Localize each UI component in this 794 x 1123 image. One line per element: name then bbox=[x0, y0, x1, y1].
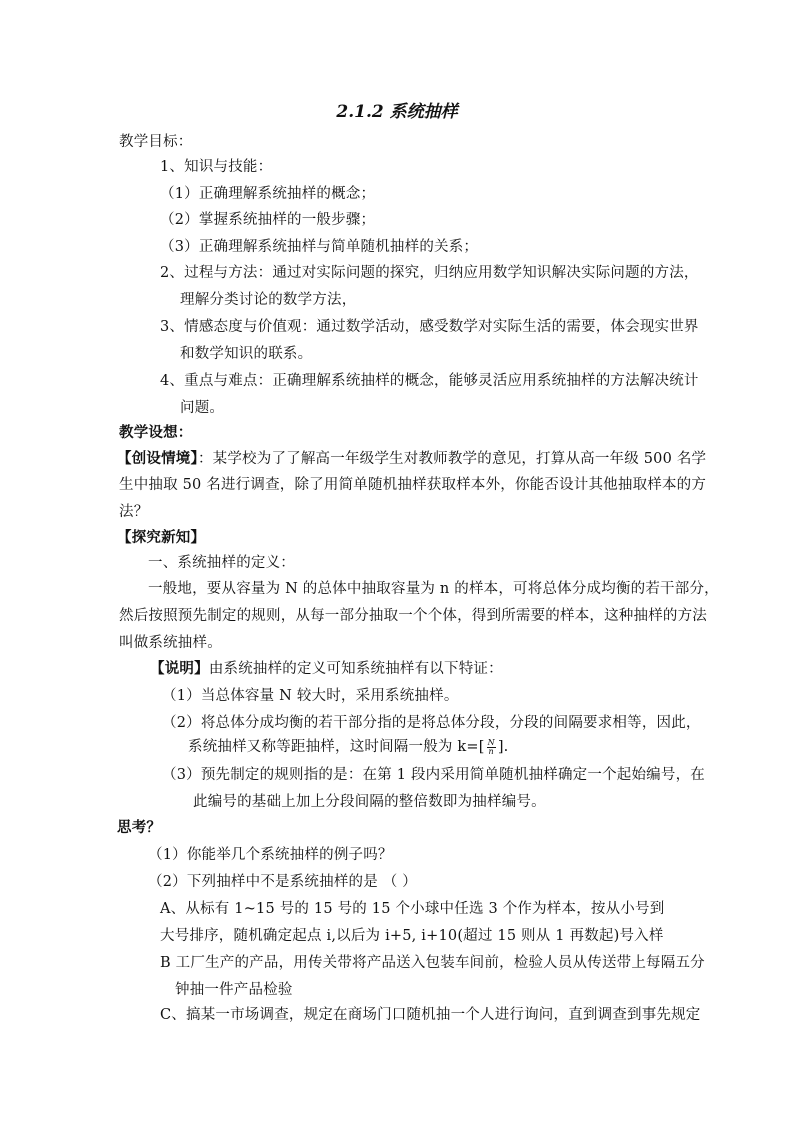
definition-line1: 一般地，要从容量为 N 的总体中抽取容量为 n 的样本，可将总体分成均衡的若干部分， bbox=[148, 581, 719, 597]
definition-line3: 叫做系统抽样。 bbox=[119, 635, 222, 651]
objective-2-line2: 理解分类讨论的数学方法， bbox=[180, 292, 357, 308]
objective-3-line1: 3、情感态度与价值观：通过数学活动，感受数学对实际生活的需要，体会现实世界 bbox=[160, 319, 699, 335]
objective-1c: （3）正确理解系统抽样与简单随机抽样的关系； bbox=[160, 239, 479, 255]
fraction-denominator: n bbox=[488, 746, 494, 756]
objective-4-line2: 问题。 bbox=[180, 400, 225, 416]
objectives-heading: 教学目标： bbox=[119, 134, 193, 150]
objective-1b: （2）掌握系统抽样的一般步骤； bbox=[160, 212, 376, 228]
fraction-numerator: N bbox=[487, 737, 495, 747]
page-title: 2.1.2 系统抽样 bbox=[336, 102, 458, 122]
scenario-label: 【创设情境】 bbox=[117, 450, 198, 467]
design-heading: 教学设想： bbox=[119, 424, 193, 441]
definition-line2: 然后按照预先制定的规则，从每一部分抽取一个个体，得到所需要的样本，这种抽样的方法 bbox=[119, 608, 707, 624]
option-b-line2: 钟抽一件产品检验 bbox=[175, 982, 293, 998]
note-item-1: （1）当总体容量 N 较大时，采用系统抽样。 bbox=[162, 688, 459, 704]
note-item-2-line2 bbox=[188, 737, 508, 757]
scenario-line1 bbox=[117, 449, 706, 469]
option-b-line1: B 工厂生产的产品，用传关带将产品送入包装车间前，检验人员从传送带上每隔五分 bbox=[160, 955, 705, 971]
objective-4-line1: 4、重点与难点：正确理解系统抽样的概念，能够灵活应用系统抽样的方法解决统计 bbox=[160, 373, 699, 389]
scenario-line3: 法？ bbox=[119, 504, 149, 520]
objective-3-line2: 和数学知识的联系。 bbox=[180, 346, 313, 362]
note-item-2-text: 系统抽样又称等距抽样，这时间隔一般为 k=[ bbox=[188, 739, 485, 755]
option-a-line1: A、从标有 1~15 号的 15 号的 15 个小球中任选 3 个作为样本，按从小号到 bbox=[160, 901, 665, 917]
note-item-2-line1: （2）将总体分成均衡的若干部分指的是将总体分段，分段的间隔要求相等，因此， bbox=[162, 715, 701, 731]
think-heading: 思考？ bbox=[117, 819, 162, 836]
note-item-2-close: ]. bbox=[497, 739, 509, 755]
objective-2-line1: 2、过程与方法：通过对实际问题的探究，归纳应用数学知识解决实际问题的方法， bbox=[160, 265, 699, 281]
option-a-line2: 大号排序，随机确定起点 i,以后为 i+5, i+10(超过 15 则从 1 再数起)号入样 bbox=[160, 928, 664, 944]
objective-1: 1、知识与技能： bbox=[160, 159, 273, 175]
note-item-3-line2: 此编号的基础上加上分段间隔的整倍数即为抽样编号。 bbox=[193, 794, 546, 810]
explore-heading: 【探究新知】 bbox=[117, 529, 206, 546]
scenario-text: ：某学校为了了解高一年级学生对教师教学的意见，打算从高一年级 500 名学 bbox=[197, 451, 707, 467]
option-c-line1: C、搞某一市场调查，规定在商场门口随机抽一个人进行询问，直到调查到事先规定 bbox=[160, 1007, 701, 1023]
note-line bbox=[150, 659, 503, 679]
think-question-2: （2）下列抽样中不是系统抽样的是 （ ） bbox=[148, 874, 417, 890]
scenario-line2: 生中抽取 50 名进行调查，除了用简单随机抽样获取样本外，你能否设计其他抽取样本的方 bbox=[119, 477, 707, 493]
interval-fraction bbox=[487, 739, 496, 756]
objective-1a: （1）正确理解系统抽样的概念； bbox=[160, 186, 376, 202]
note-label: 【说明】 bbox=[150, 660, 209, 677]
think-question-1: （1）你能举几个系统抽样的例子吗？ bbox=[148, 847, 393, 863]
note-text: 由系统抽样的定义可知系统抽样有以下特证： bbox=[208, 661, 503, 677]
note-item-3-line1: （3）预先制定的规则指的是：在第 1 段内采用简单随机抽样确定一个起始编号，在 bbox=[162, 767, 705, 783]
definition-heading: 一、系统抽样的定义： bbox=[148, 555, 295, 571]
